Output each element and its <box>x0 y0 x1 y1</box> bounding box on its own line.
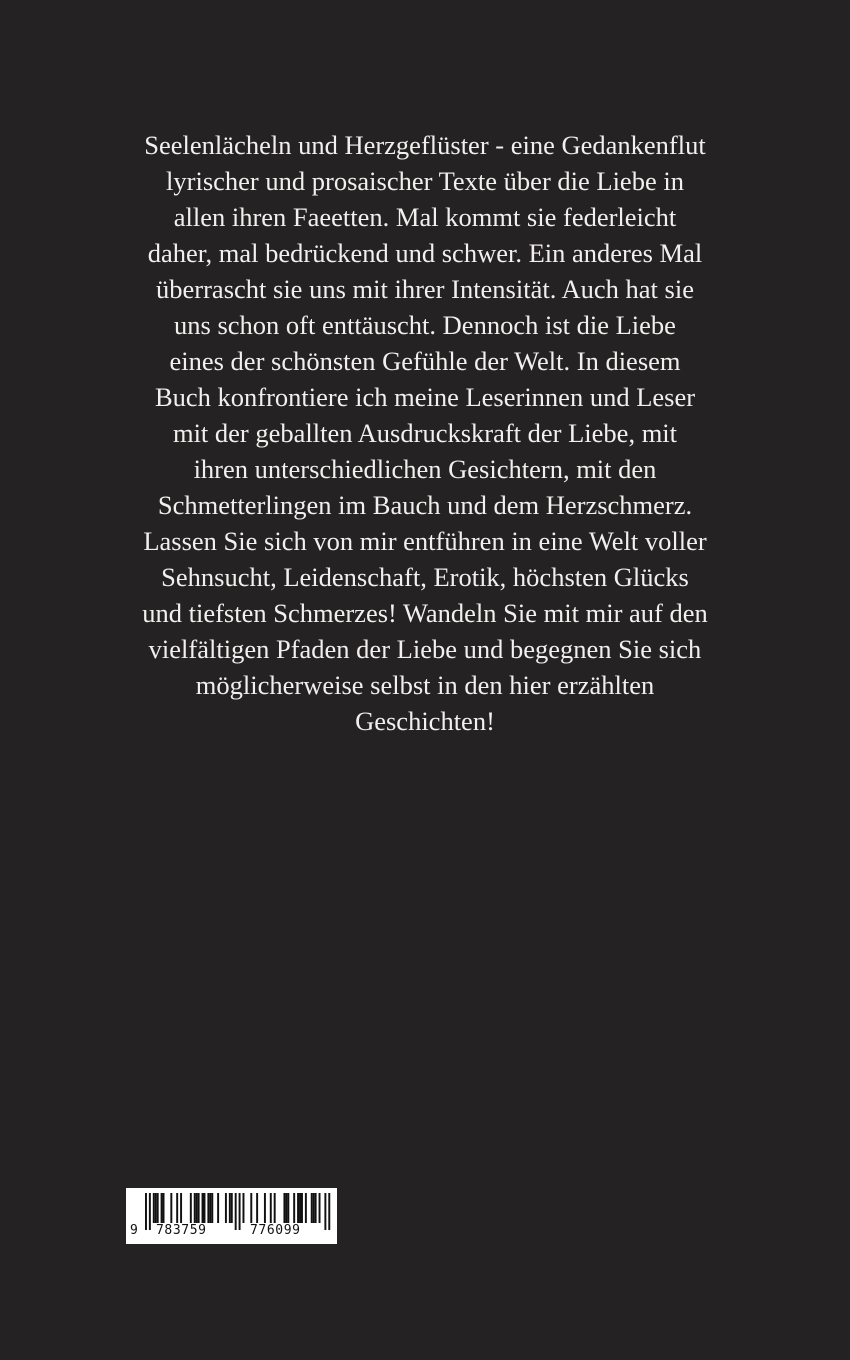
barcode-bar <box>313 1193 315 1223</box>
barcode-bar <box>250 1193 252 1223</box>
barcode-bar <box>299 1193 301 1223</box>
barcode-bar <box>305 1193 307 1223</box>
barcode-bar <box>207 1193 209 1223</box>
barcode-bar <box>285 1193 287 1223</box>
barcode-bar <box>209 1193 211 1223</box>
barcode-bar <box>283 1193 285 1223</box>
blurb-line: und tiefsten Schmerzes! Wandeln Sie mit mir auf den <box>142 598 708 628</box>
barcode-bar <box>204 1193 206 1223</box>
blurb-line: Buch konfrontiere ich meine Leserinnen und Leser <box>154 382 696 412</box>
barcode-bar <box>274 1193 276 1223</box>
barcode-bar <box>217 1193 219 1223</box>
barcode-bar <box>198 1193 200 1223</box>
barcode-bar <box>293 1193 295 1223</box>
barcode-bar <box>287 1193 289 1223</box>
barcode-bar <box>153 1193 155 1223</box>
barcode-bar <box>202 1193 204 1223</box>
barcode-bar <box>243 1193 245 1223</box>
blurb-line: uns schon oft enttäuscht. Dennoch ist die Liebe <box>174 310 676 340</box>
blurb-line: Seelenlächeln und Herzgeflüster - eine Gedankenflut <box>144 130 706 160</box>
blurb-line: Geschichten! <box>355 706 495 736</box>
barcode-bar <box>231 1193 233 1223</box>
barcode-bar <box>319 1193 321 1223</box>
barcode-bar <box>163 1193 165 1223</box>
blurb-line: Lassen Sie sich von mir entführen in eine Welt voller <box>143 526 707 556</box>
blurb-line: allen ihren Faeetten. Mal kommt sie federleicht <box>173 202 677 232</box>
barcode-bar <box>256 1193 258 1223</box>
barcode-left-group: 783759 <box>156 1223 207 1238</box>
barcode-bar <box>270 1193 272 1223</box>
isbn-barcode <box>126 1188 337 1244</box>
barcode-bar <box>157 1193 159 1223</box>
barcode-bar <box>176 1193 178 1223</box>
barcode-bar <box>264 1193 266 1223</box>
blurb-line: Schmetterlingen im Bauch und dem Herzschmerz. <box>157 490 693 520</box>
barcode-bar <box>225 1193 227 1223</box>
barcode-bar <box>311 1193 313 1223</box>
blurb-line: ihren unterschiedlichen Gesichtern, mit den <box>193 454 657 484</box>
barcode-bar <box>229 1193 231 1223</box>
barcode-digits <box>126 1223 337 1241</box>
barcode-bar <box>161 1193 163 1223</box>
barcode-bar <box>315 1193 317 1223</box>
blurb-line: vielfältigen Pfaden der Liebe und begegnen Sie sich <box>148 634 702 664</box>
barcode-bar <box>196 1193 198 1223</box>
blurb-line: mit der geballten Ausdruckskraft der Liebe, mit <box>172 418 678 448</box>
blurb-line: daher, mal bedrückend und schwer. Ein anderes Mal <box>147 238 703 268</box>
barcode-bar <box>170 1193 172 1223</box>
barcode-first-digit: 9 <box>130 1223 139 1238</box>
barcode-bar <box>211 1193 213 1223</box>
barcode-bar <box>297 1193 299 1223</box>
barcode-bar <box>155 1193 157 1223</box>
blurb-line: möglicherweise selbst in den hier erzählten <box>195 670 655 700</box>
barcode-bar <box>194 1193 196 1223</box>
barcode-right-group: 776099 <box>250 1223 301 1238</box>
blurb-line: überrascht sie uns mit ihrer Intensität. Auch hat sie <box>156 274 694 304</box>
blurb-line: eines der schönsten Gefühle der Welt. In diesem <box>169 346 681 376</box>
barcode-bar <box>301 1193 303 1223</box>
barcode-bar <box>180 1193 182 1223</box>
blurb-line: lyrischer und prosaischer Texte über die Liebe in <box>166 166 684 196</box>
blurb-text <box>100 127 750 739</box>
blurb-line: Sehnsucht, Leidenschaft, Erotik, höchsten Glücks <box>161 562 689 592</box>
barcode-bar <box>190 1193 192 1223</box>
